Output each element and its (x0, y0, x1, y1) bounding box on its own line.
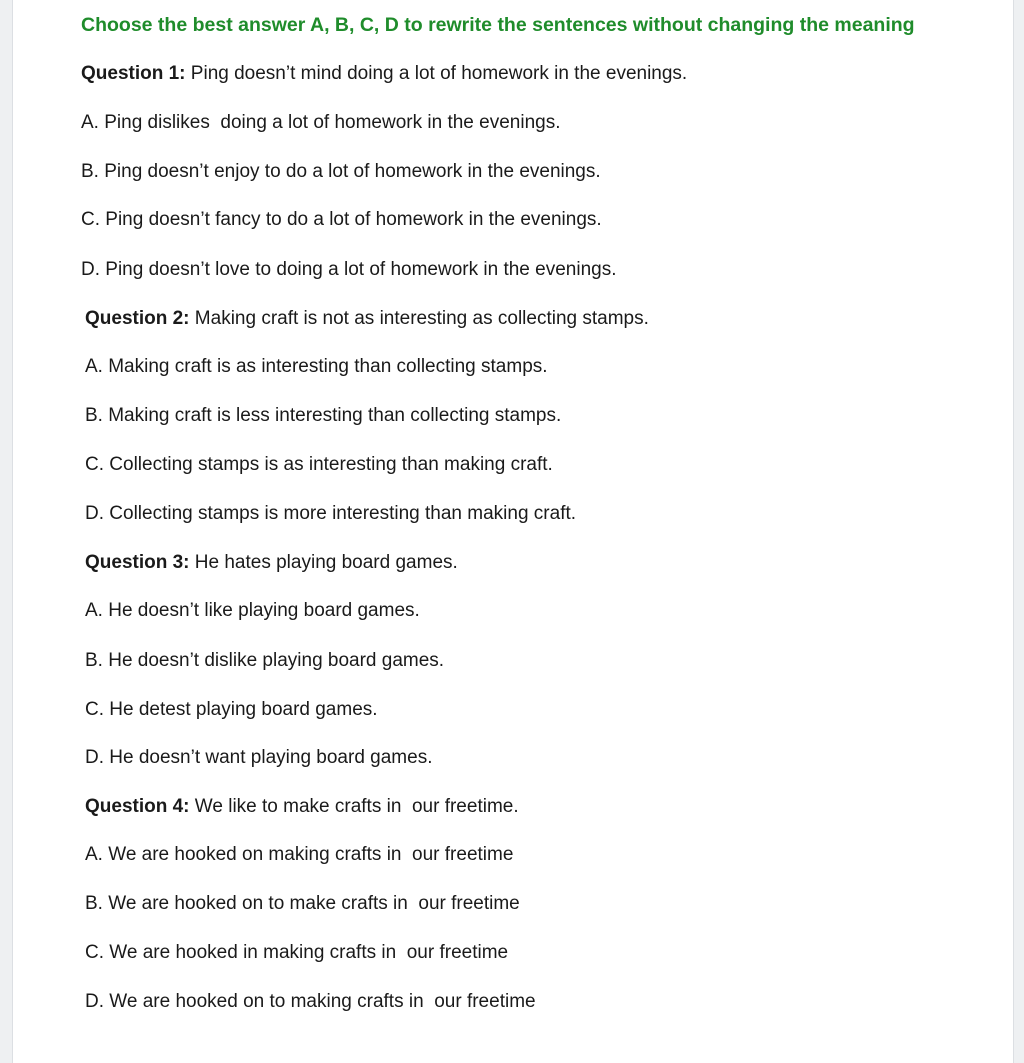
question-label: Question 1: (81, 63, 186, 84)
question-3-option-a: A. He doesn’t like playing board games. (85, 600, 420, 621)
question-2-option-d: D. Collecting stamps is more interesting than making craft. (85, 503, 577, 524)
question-label: Question 2: (85, 308, 190, 329)
question-label: Question 3: (85, 552, 190, 573)
question-1 (81, 63, 687, 85)
question-1-option-d: D. Ping doesn’t love to doing a lot of homework in the evenings. (81, 259, 617, 280)
question-4-option-c: C. We are hooked in making crafts in our freetime (85, 942, 509, 963)
question-3-option-c: C. He detest playing board games. (85, 699, 378, 720)
question-4-option-b: B. We are hooked on to make crafts in our freetime (85, 893, 520, 914)
question-2-option-c: C. Collecting stamps is as interesting than making craft. (85, 454, 553, 475)
question-text: Ping doesn’t mind doing a lot of homework in the evenings. (185, 63, 688, 84)
question-4-option-a: A. We are hooked on making crafts in our freetime (85, 844, 514, 865)
question-3 (85, 552, 458, 574)
question-3-option-d: D. He doesn’t want playing board games. (85, 747, 433, 768)
question-1-option-a: A. Ping dislikes doing a lot of homework in the evenings. (81, 112, 561, 133)
question-label: Question 4: (85, 796, 190, 817)
question-1-option-b: B. Ping doesn’t enjoy to do a lot of homework in the evenings. (81, 161, 601, 182)
question-2 (85, 308, 649, 330)
question-2-option-b: B. Making craft is less interesting than collecting stamps. (85, 405, 562, 426)
instruction-heading: Choose the best answer A, B, C, D to rewrite the sentences without changing the meaning (81, 14, 915, 36)
document-page (12, 0, 1014, 1063)
question-3-option-b: B. He doesn’t dislike playing board games. (85, 650, 445, 671)
question-1-option-c: C. Ping doesn’t fancy to do a lot of homework in the evenings. (81, 209, 602, 230)
question-4 (85, 796, 519, 818)
question-text: Making craft is not as interesting as collecting stamps. (189, 308, 649, 329)
question-text: He hates playing board games. (189, 552, 458, 573)
question-4-option-d: D. We are hooked on to making crafts in our freetime (85, 991, 536, 1012)
question-2-option-a: A. Making craft is as interesting than collecting stamps. (85, 356, 548, 377)
question-text: We like to make crafts in our freetime. (189, 796, 519, 817)
